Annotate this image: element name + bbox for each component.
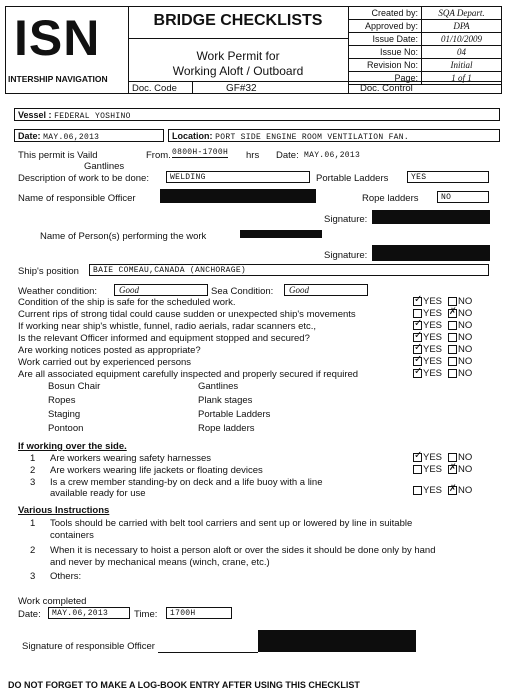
meta-value: 04 [422,46,502,59]
no-label: NO [458,464,473,475]
officer-signature-redacted [372,210,490,224]
meta-row [349,20,502,33]
sea-field: Good [284,284,368,296]
yes-label: YES [423,296,443,307]
yes-checkbox[interactable] [413,369,422,378]
yes-checkbox[interactable] [413,465,422,474]
form-subtitle-1: Work Permit for [196,49,280,63]
persons-name-redacted [240,230,322,238]
validity-label: This permit is Vaild [18,150,98,161]
no-label: NO [458,368,473,379]
check-row: Current rips of strong tidal could cause sudden or unexpected ship's movements [18,309,356,320]
no-label: NO [458,332,473,343]
meta-value: 1 of 1 [422,72,502,85]
ships-position-field: BAIE COMEAU,CANADA (ANCHORAGE) [89,264,489,276]
yes-checkbox[interactable] [413,321,422,330]
no-checkbox[interactable] [448,465,457,474]
side-item-text: Is a crew member standing-by on deck and a life buoy with a line [50,477,323,488]
doc-code-value: GF#32 [226,83,257,94]
doc-code-sep [192,81,193,94]
validity-date-label: Date: [276,150,299,161]
no-label: NO [458,296,473,307]
no-checkbox[interactable] [448,297,457,306]
weather-label: Weather condition: [18,286,98,297]
yes-checkbox[interactable] [413,486,422,495]
sea-label: Sea Condition: [211,286,274,297]
vessel-field [14,108,500,121]
date-field [14,129,164,142]
ships-position-label: Ship's position [18,266,79,277]
portable-ladders-label: Portable Ladders [316,173,389,184]
persons-signature-redacted [372,245,490,261]
meta-label: Created by: [349,7,422,20]
date-label: Date: [18,131,41,141]
no-checkbox[interactable] [448,369,457,378]
meta-label: Page: [349,72,422,85]
no-checkbox[interactable] [448,486,457,495]
instruction-text-2: containers [50,530,94,541]
validity-hrs: hrs [246,150,260,161]
persons-signature-label: Signature: [324,250,368,261]
no-label: NO [458,452,473,463]
yes-label: YES [423,320,443,331]
side-item-text-2: available ready for use [50,488,146,499]
officer-label: Name of responsible Officer [18,193,136,204]
no-checkbox[interactable] [448,321,457,330]
yes-checkbox[interactable] [413,333,422,342]
no-label: NO [458,344,473,355]
check-row: If working near ship's whistle, funnel, radio aerials, radar scanners etc., [18,321,317,332]
yes-label: YES [423,332,443,343]
completed-time-field: 1700H [166,607,232,619]
check-row: Are all associated equipment carefully inspected and properly secured if required [18,369,359,380]
various-section-title: Various Instructions [18,505,110,516]
vessel-value: FEDERAL YOSHINO [54,112,131,121]
no-checkbox[interactable] [448,357,457,366]
yes-label: YES [423,344,443,355]
equipment-item: Staging [48,409,81,420]
meta-row [349,46,502,59]
meta-row [349,33,502,46]
no-label: NO [458,356,473,367]
check-row: Are working notices posted as appropriate? [18,345,201,356]
meta-value: SQA Depart. [422,7,502,20]
completed-title: Work completed [18,596,87,607]
persons-label: Name of Person(s) performing the work [40,231,207,242]
yes-no-group [413,296,472,307]
meta-label: Issue No: [349,46,422,59]
isn-logo-subtitle: INTERSHIP NAVIGATION [8,74,108,84]
equipment-item: Gantlines [198,381,239,392]
yes-checkbox[interactable] [413,453,422,462]
equipment-item: Plank stages [198,395,253,406]
instruction-text: Others: [50,571,82,582]
meta-row [349,7,502,20]
form-subtitle-2: Working Aloft / Outboard [172,64,304,78]
sig-officer-label: Signature of responsible Officer [22,641,155,652]
check-row: Work carried out by experienced persons [18,357,192,368]
meta-value: Initial [422,59,502,72]
completed-time-label: Time: [134,609,158,620]
yes-label: YES [423,356,443,367]
no-label: NO [458,320,473,331]
yes-label: YES [423,308,443,319]
yes-checkbox[interactable] [413,297,422,306]
instruction-num: 2 [30,545,36,556]
title-divider [128,38,348,39]
no-label: NO [458,485,473,496]
instruction-text: When it is necessary to hoist a person aloft or over the sides it should be done only by hand [50,545,436,556]
yes-no-group [413,452,472,463]
meta-row [349,59,502,72]
doc-control-label: Doc. Control [360,83,413,94]
vessel-label: Vessel : [18,110,52,120]
officer-signature-label: Signature: [324,214,368,225]
side-item-num: 3 [30,477,36,488]
instruction-text: Tools should be carried with belt tool carriers and sent up or lowered by line in suitable [50,518,413,529]
location-label: Location: [172,131,213,141]
validity-from-value: 0800H-1700H [172,148,229,157]
no-checkbox[interactable] [448,453,457,462]
yes-checkbox[interactable] [413,357,422,366]
yes-no-group [413,485,472,496]
meta-table [348,6,502,85]
yes-label: YES [423,368,443,379]
side-item-num: 2 [30,465,36,476]
form-title: BRIDGE CHECKLISTS [153,12,323,29]
meta-label: Approved by: [349,20,422,33]
yes-checkbox[interactable] [413,345,422,354]
doc-code-label: Doc. Code [132,83,177,94]
weather-field: Good [114,284,208,296]
location-value: PORT SIDE ENGINE ROOM VENTILATION FAN. [215,133,409,142]
yes-checkbox[interactable] [413,309,422,318]
no-checkbox[interactable] [448,333,457,342]
rope-ladders-label: Rope ladders [362,193,419,204]
instruction-text-2: and never by mechanical means (winch, crane, etc.) [50,557,270,568]
yes-label: YES [423,452,443,463]
validity-from-label: From. [146,150,171,161]
side-item-text: Are workers wearing safety harnesses [50,453,212,464]
check-row: Is the relevant Officer informed and equipment stopped and secured? [18,333,310,344]
description-label: Description of work to be done: [18,173,149,184]
no-checkbox[interactable] [448,309,457,318]
meta-value: DPA [422,20,502,33]
no-label: NO [458,308,473,319]
sig-officer-line [158,652,258,653]
completed-date-label: Date: [18,609,41,620]
no-checkbox[interactable] [448,345,457,354]
description-field: WELDING [166,171,310,183]
side-section-title: If working over the side. [18,441,127,452]
yes-no-group [413,368,472,379]
sig-officer-redacted [258,630,416,652]
instruction-num: 1 [30,518,36,529]
portable-ladders-field: YES [407,171,489,183]
equipment-item: Pontoon [48,423,84,434]
equipment-item: Portable Ladders [198,409,271,420]
yes-label: YES [423,485,443,496]
isn-logo: ISN [14,10,101,66]
equipment-item: Ropes [48,395,76,406]
side-item-num: 1 [30,453,36,464]
side-item-text: Are workers wearing life jackets or floating devices [50,465,263,476]
gantlines-label: Gantlines [84,161,125,172]
validity-date-value: MAY.06,2013 [304,151,361,160]
yes-label: YES [423,464,443,475]
equipment-item: Rope ladders [198,423,255,434]
date-value: MAY.06,2013 [43,133,100,142]
location-field [168,129,500,142]
rope-ladders-field: NO [437,191,489,203]
meta-label: Revision No: [349,59,422,72]
completed-date-field: MAY.06,2013 [48,607,130,619]
yes-no-group [413,464,472,475]
footer-note: DO NOT FORGET TO MAKE A LOG-BOOK ENTRY AFTER USING THIS CHECKLIST [8,680,360,690]
meta-value: 01/10/2009 [422,33,502,46]
instruction-num: 3 [30,571,36,582]
equipment-item: Bosun Chair [48,381,101,392]
meta-label: Issue Date: [349,33,422,46]
officer-name-redacted [160,189,316,203]
check-row: Condition of the ship is safe for the scheduled work. [18,297,236,308]
